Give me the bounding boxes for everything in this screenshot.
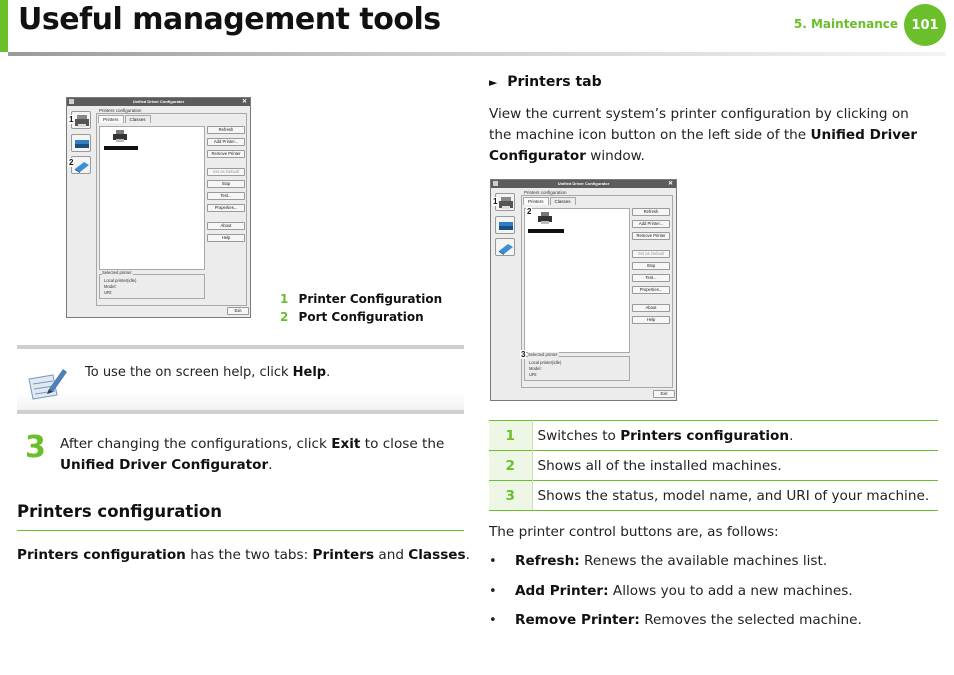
window-tabs (98, 115, 152, 123)
legend-number: 2 (489, 451, 532, 481)
legend-number: 1 (489, 421, 532, 451)
caption-text: Port Configuration (298, 310, 424, 324)
legend-text-part: . (789, 427, 794, 444)
printers-config-text (17, 545, 470, 566)
refresh-button[interactable]: Refresh (632, 208, 670, 216)
printer-name-label (104, 146, 138, 150)
about-button[interactable]: About (632, 304, 670, 312)
udc-window-figure-1 (66, 97, 251, 318)
printer-list[interactable] (524, 208, 630, 353)
pc-text: and (374, 547, 409, 563)
window-title-bar (491, 180, 676, 188)
app-icon (69, 99, 74, 104)
legend-keyword: Printers configuration (620, 427, 790, 444)
bullet-term: Refresh: (515, 553, 580, 569)
remove-printer-button[interactable]: Remove Printer (632, 232, 670, 240)
callout-1: 1 (493, 197, 498, 206)
table-row (489, 421, 938, 451)
set-as-default-button[interactable]: Set as Default (632, 250, 670, 258)
pc-text: has the two tabs: (185, 547, 313, 563)
udc-window-figure-2 (490, 179, 677, 401)
legend-text: Shows all of the installed machines. (532, 451, 938, 481)
heading-rule (17, 530, 464, 531)
legend-number: 3 (489, 481, 532, 511)
remove-printer-button[interactable]: Remove Printer (207, 150, 245, 158)
printers-tab-heading (489, 74, 602, 90)
section-label: 5. Maintenance (793, 17, 898, 31)
legend-text (532, 421, 938, 451)
printers-tab-title: Printers tab (507, 74, 602, 90)
selected-uri: URI: (529, 372, 538, 377)
selected-status: Local printer(idle) (529, 360, 562, 365)
bullet-desc: Removes the selected machine. (639, 612, 862, 628)
window-title: Unified Driver Configurator (132, 99, 185, 104)
caption-text: Printer Configuration (298, 292, 443, 306)
group-label: Printers configuration (524, 190, 567, 195)
step-exit-keyword: Exit (331, 436, 361, 452)
bullet-marker: • (489, 584, 497, 599)
window-title-bar (67, 98, 250, 106)
app-icon (493, 181, 498, 186)
bullet-term: Remove Printer: (515, 612, 640, 628)
selected-model: Model: (529, 366, 542, 371)
properties-button[interactable]: Properties... (632, 286, 670, 294)
pc-keyword: Printers configuration (17, 547, 186, 563)
printers-tab-text (489, 104, 934, 167)
selected-model: Model: (104, 284, 117, 289)
stop-button[interactable]: Stop (207, 180, 245, 188)
properties-button[interactable]: Properties... (207, 204, 245, 212)
window-title: Unified Driver Configurator (557, 181, 610, 186)
window-tabs (523, 197, 577, 205)
add-printer-button[interactable]: Add Printer... (632, 220, 670, 228)
printer-icon (112, 129, 128, 143)
note-box (17, 345, 464, 414)
printer-list[interactable] (99, 126, 205, 270)
step-text: to close the (360, 436, 445, 452)
help-button[interactable]: Help (632, 316, 670, 324)
stop-button[interactable]: Stop (632, 262, 670, 270)
test-button[interactable]: Test... (632, 274, 670, 282)
callout-3: 3 (521, 350, 526, 359)
caption-1 (280, 288, 442, 307)
callout-1: 1 (69, 115, 74, 124)
table-row (489, 481, 938, 511)
close-icon[interactable]: ✕ (241, 99, 247, 105)
help-button[interactable]: Help (207, 234, 245, 242)
pt-text: window. (585, 148, 645, 164)
header-accent-bar (0, 0, 8, 52)
caption-2 (280, 306, 424, 325)
tab-printers[interactable]: Printers (523, 197, 549, 205)
printer-name-label (528, 229, 564, 233)
scanner-icon[interactable] (495, 216, 515, 234)
close-icon[interactable]: ✕ (667, 181, 673, 187)
exit-button[interactable]: Exit (227, 307, 249, 315)
bullet-desc: Renews the available machines list. (579, 553, 828, 569)
selected-uri: URI: (104, 290, 113, 295)
note-text (85, 365, 330, 380)
bullet-marker: • (489, 554, 497, 569)
port-icon[interactable] (495, 238, 515, 256)
buttons-intro: The printer control buttons are, as follows: (489, 524, 779, 540)
note-text-part: . (326, 365, 331, 380)
about-button[interactable]: About (207, 222, 245, 230)
step-3-text (60, 434, 460, 476)
bullet-desc: Allows you to add a new machines. (608, 583, 853, 599)
pt-text: View the current system’s printer configuration by clicking on the machine icon button on the left side of the (489, 106, 909, 143)
selected-printer-label: Selected printer: (528, 352, 559, 357)
pt-udc-keyword: Unified Driver Configurator (489, 127, 918, 164)
set-as-default-button[interactable]: Set as Default (207, 168, 245, 176)
callout-2: 2 (69, 158, 74, 167)
add-printer-button[interactable]: Add Printer... (207, 138, 245, 146)
step-number: 3 (25, 430, 46, 465)
printer-icon (537, 211, 553, 225)
exit-button[interactable]: Exit (653, 390, 675, 398)
legend-text: Shows the status, model name, and URI of your machine. (532, 481, 938, 511)
pc-printers-keyword: Printers (312, 547, 375, 563)
list-item (489, 551, 827, 572)
list-item (489, 581, 853, 602)
tab-classes[interactable]: Classes (125, 115, 151, 123)
pc-classes-keyword: Classes (408, 547, 466, 563)
step-text: After changing the configurations, click (60, 436, 332, 452)
table-row (489, 451, 938, 481)
scanner-icon[interactable] (71, 134, 91, 152)
header-rule (8, 52, 946, 56)
caption-number: 1 (280, 292, 289, 306)
pc-text: . (465, 547, 470, 563)
tab-classes[interactable]: Classes (550, 197, 576, 205)
refresh-button[interactable]: Refresh (207, 126, 245, 134)
page-number-badge: 101 (904, 4, 946, 46)
tab-printers[interactable]: Printers (98, 115, 124, 123)
heading-marker: ► (489, 76, 498, 89)
figure-legend-table (489, 420, 938, 511)
group-label: Printers configuration (99, 108, 142, 113)
legend-text-part: Switches to (537, 427, 621, 444)
printers-configuration-heading: Printers configuration (17, 502, 222, 521)
note-pencil-icon (27, 365, 69, 401)
selected-status: Local printer(idle) (104, 278, 137, 283)
caption-number: 2 (280, 310, 289, 324)
list-item (489, 610, 862, 631)
page-title: Useful management tools (18, 2, 441, 37)
callout-2: 2 (527, 207, 532, 216)
bullet-marker: • (489, 613, 497, 628)
note-help-keyword: Help (292, 365, 327, 380)
test-button[interactable]: Test... (207, 192, 245, 200)
selected-printer-label: Selected printer: (102, 270, 133, 275)
step-text: . (268, 457, 273, 473)
note-text-part: To use the on screen help, click (85, 365, 293, 380)
bullet-term: Add Printer: (515, 583, 609, 599)
step-udc-keyword: Unified Driver Configurator (60, 457, 269, 473)
